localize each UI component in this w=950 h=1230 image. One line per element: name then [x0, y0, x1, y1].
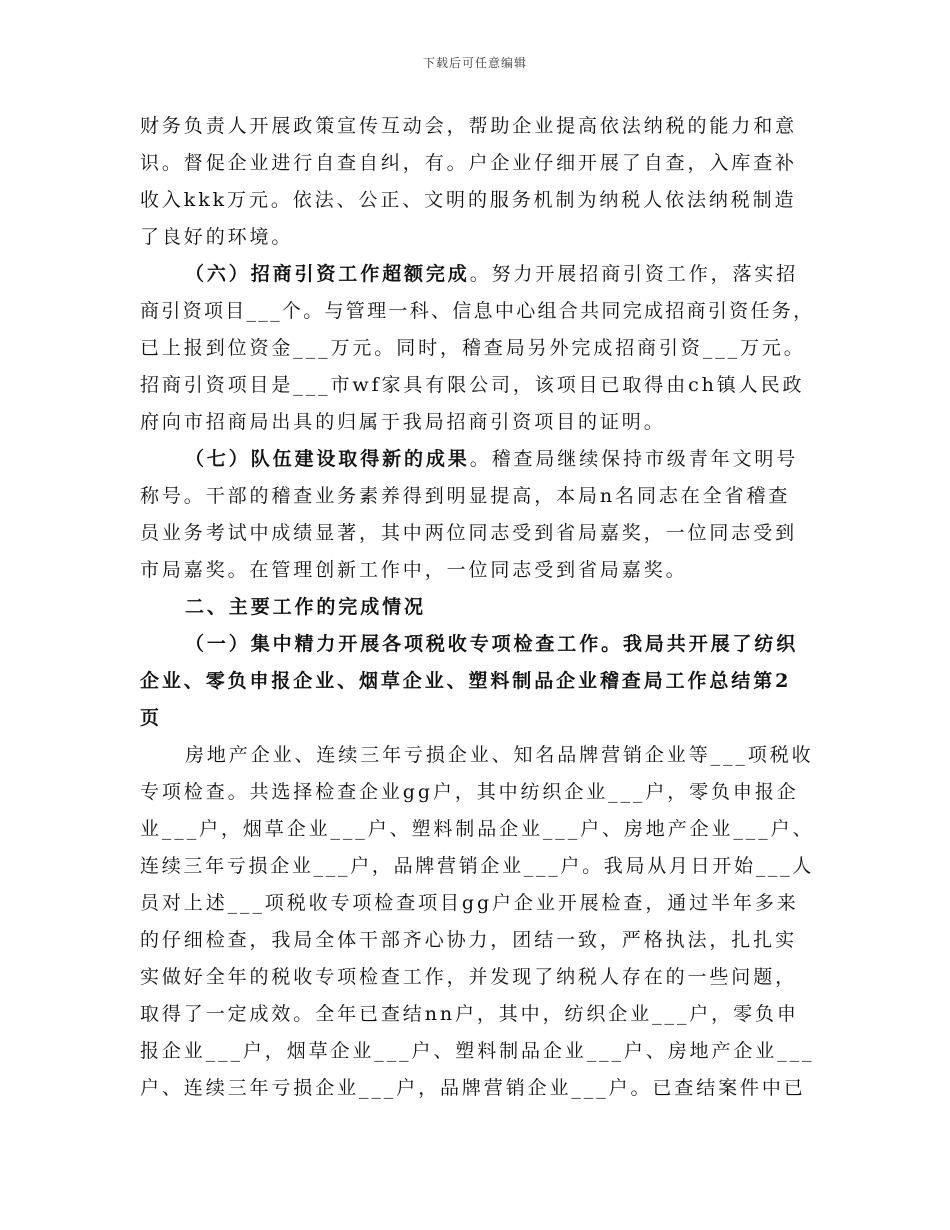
body-line: 实做好全年的税收专项检查工作，并发现了纳税人存在的一些问题， — [140, 966, 798, 988]
subsection-heading: 页 — [140, 707, 162, 729]
section-heading: （七）队伍建设取得新的成果 — [185, 448, 470, 470]
section-six-line: （六）招商引资工作超额完成。努力开展招商引资工作，落实招 — [185, 263, 799, 285]
body-line: 称号。干部的稽查业务素养得到明显提高，本局n名同志在全省稽查 — [140, 485, 791, 507]
page-header: 下载后可任意编辑 — [422, 56, 527, 70]
body-line: 取得了一定成效。全年已查结nn户，其中，纺织企业___户，零负申 — [140, 1003, 799, 1025]
body-line: 已上报到位资金___万元。同时，稽查局另外完成招商引资___万元。 — [140, 337, 806, 359]
section-seven-line: （七）队伍建设取得新的成果。稽查局继续保持市级青年文明号 — [185, 448, 799, 470]
body-line: 房地产企业、连续三年亏损企业、知名品牌营销企业等___项税收 — [185, 744, 814, 766]
body-line: 连续三年亏损企业___户，品牌营销企业___户。我局从月日开始___人 — [140, 855, 815, 877]
body-line: 财务负责人开展政策宣传互动会，帮助企业提高依法纳税的能力和意 — [140, 115, 798, 137]
body-line: 市局嘉奖。在管理创新工作中，一位同志受到省局嘉奖。 — [140, 559, 688, 581]
body-line: 户、连续三年亏损企业___户，品牌营销企业___户。已查结案件中已 — [140, 1077, 806, 1099]
body-line: 的仔细检查，我局全体干部齐心协力，团结一致，严格执法，扎扎实 — [140, 929, 798, 951]
body-line: 了良好的环境。 — [140, 226, 294, 248]
body-line: 商引资项目___个。与管理一科、信息中心组合共同完成招商引资任务， — [140, 300, 815, 322]
subsection-heading: 企业、零负申报企业、烟草企业、塑料制品企业稽查局工作总结第2 — [140, 670, 792, 692]
chapter-heading: 二、主要工作的完成情况 — [185, 596, 426, 618]
body-line: 专项检查。共选择检查企业gg户，其中纺织企业___户，零负申报企 — [140, 781, 799, 803]
body-line: 识。督促企业进行自查自纠，有。户企业仔细开展了自查，入库查补 — [140, 152, 798, 174]
body-line: 府向市招商局出具的归属于我局招商引资项目的证明。 — [140, 411, 666, 433]
body-line: 员业务考试中成绩显著，其中两位同志受到省局嘉奖，一位同志受到 — [140, 522, 798, 544]
section-heading: （六）招商引资工作超额完成 — [185, 263, 470, 285]
body-line: 员对上述___项税收专项检查项目gg户企业开展检查，通过半年多来 — [140, 892, 799, 914]
body-line: 报企业___户，烟草企业___户、塑料制品企业___户、房地产企业___ — [140, 1040, 815, 1062]
subsection-heading: （一）集中精力开展各项税收专项检查工作。我局共开展了纺织 — [185, 633, 799, 655]
body-line: 业___户，烟草企业___户、塑料制品企业___户、房地产企业___户、 — [140, 818, 815, 840]
body-line: 招商引资项目是___市wf家具有限公司，该项目已取得由ch镇人民政 — [140, 374, 805, 396]
body-line: 收入kkk万元。依法、公正、文明的服务机制为纳税人依法纳税制造 — [140, 189, 797, 211]
